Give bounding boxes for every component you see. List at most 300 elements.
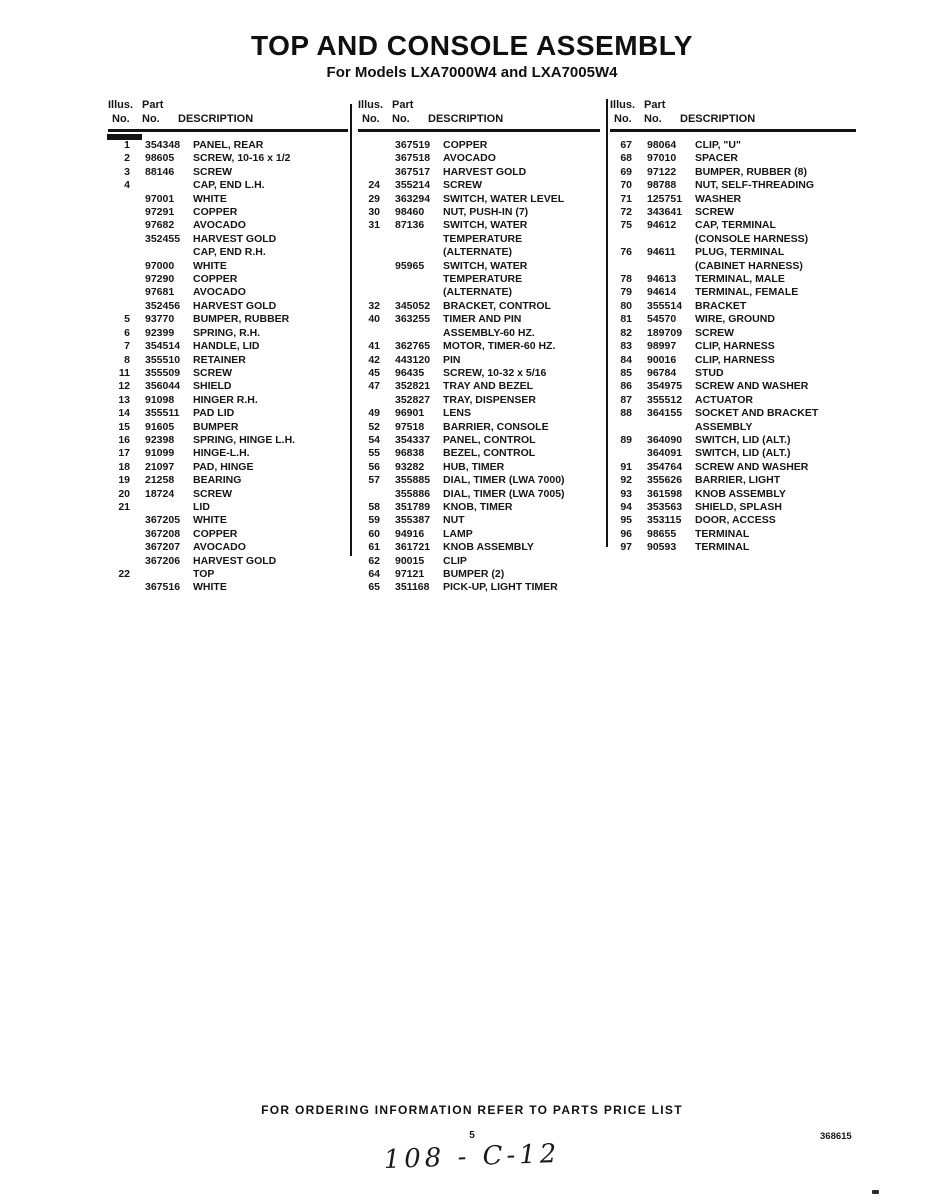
part-header-label: Part xyxy=(644,99,666,111)
illus-no: 59 xyxy=(368,514,380,527)
illus-no xyxy=(108,260,130,273)
page-number: 5 xyxy=(469,1130,475,1141)
table-row xyxy=(108,219,348,232)
description: CLIP, HARNESS xyxy=(695,340,775,353)
illus-no xyxy=(610,421,632,434)
column-divider-1 xyxy=(350,104,352,556)
description: NUT, PUSH-IN (7) xyxy=(443,206,529,219)
table-row xyxy=(610,434,856,447)
description: BRACKET xyxy=(695,299,747,312)
description: COPPER xyxy=(193,206,238,219)
part-no: 90015 xyxy=(395,554,425,567)
illus-no xyxy=(108,581,130,594)
table-row xyxy=(358,568,600,581)
illus-no xyxy=(358,152,380,165)
table-row xyxy=(610,541,856,554)
part-no-header: No. xyxy=(644,113,662,125)
description: SWITCH, WATER LEVEL xyxy=(443,192,565,205)
table-row xyxy=(108,421,348,434)
column-rows xyxy=(610,139,856,555)
table-row xyxy=(358,273,600,286)
description: LAMP xyxy=(443,527,473,540)
table-row xyxy=(108,260,348,273)
illus-no xyxy=(108,528,130,541)
illus-no xyxy=(108,193,130,206)
illus-no: 72 xyxy=(620,206,632,219)
description: BEARING xyxy=(193,474,242,487)
illus-no xyxy=(358,166,380,179)
part-no: 97122 xyxy=(647,165,677,178)
table-row xyxy=(610,286,856,299)
description: SWITCH, WATER xyxy=(443,259,528,272)
table-row xyxy=(610,488,856,501)
illus-no xyxy=(358,286,380,299)
table-row xyxy=(610,327,856,340)
description: WHITE xyxy=(193,192,227,205)
part-no xyxy=(647,421,695,434)
table-row xyxy=(358,139,600,152)
table-row xyxy=(610,313,856,326)
part-no: 355512 xyxy=(647,393,683,406)
part-no xyxy=(145,568,193,581)
illus-no: 84 xyxy=(620,353,632,366)
part-no: 361721 xyxy=(395,541,431,554)
description: SCREW xyxy=(695,206,735,219)
part-no: 353115 xyxy=(647,514,682,527)
illus-no: 29 xyxy=(368,192,380,205)
part-no: 98605 xyxy=(145,152,175,165)
description: MOTOR, TIMER-60 HZ. xyxy=(443,340,556,353)
part-no: 355885 xyxy=(395,474,431,487)
table-row xyxy=(358,246,600,259)
illus-no xyxy=(108,555,130,568)
table-row xyxy=(108,300,348,313)
illus-no: 83 xyxy=(620,340,632,353)
illus-no: 96 xyxy=(620,527,632,540)
table-row xyxy=(108,514,348,527)
description: AVOCADO xyxy=(193,219,246,232)
description: SWITCH, WATER xyxy=(443,219,528,232)
illus-no: 40 xyxy=(368,313,380,326)
part-no: 354764 xyxy=(647,460,683,473)
table-row xyxy=(358,260,600,273)
illus-no: 76 xyxy=(620,246,632,259)
table-row xyxy=(358,394,600,407)
description: HARVEST GOLD xyxy=(193,554,277,567)
description: RETAINER xyxy=(193,353,246,366)
table-row xyxy=(108,327,348,340)
table-row xyxy=(610,501,856,514)
table-row xyxy=(610,340,856,353)
table-row xyxy=(108,354,348,367)
illus-no: 11 xyxy=(118,366,130,379)
description: SCREW AND WASHER xyxy=(695,460,809,473)
part-no: 352455 xyxy=(145,232,181,245)
part-no: 364091 xyxy=(647,447,683,460)
part-no: 96901 xyxy=(395,407,425,420)
table-row xyxy=(108,139,348,152)
table-row xyxy=(358,340,600,353)
description: AVOCADO xyxy=(193,286,246,299)
part-no xyxy=(647,233,695,246)
illus-no-header: No. xyxy=(362,113,380,125)
description: HANDLE, LID xyxy=(193,340,260,353)
table-row xyxy=(108,528,348,541)
table-row xyxy=(108,434,348,447)
description: SWITCH, LID (ALT.) xyxy=(695,447,791,460)
part-no: 351168 xyxy=(395,581,430,594)
table-row xyxy=(358,354,600,367)
table-row xyxy=(108,568,348,581)
part-no: 367206 xyxy=(145,554,181,567)
illus-no: 20 xyxy=(118,487,130,500)
description: SCREW, 10-32 x 5/16 xyxy=(443,366,547,379)
illus-header-label: Illus. xyxy=(358,99,384,111)
part-no: 354348 xyxy=(145,139,181,151)
illus-no: 55 xyxy=(368,447,380,460)
table-row xyxy=(610,394,856,407)
table-row xyxy=(108,474,348,487)
description: CAP, TERMINAL xyxy=(695,219,776,232)
table-row xyxy=(108,488,348,501)
illus-header-label: Illus. xyxy=(610,99,636,111)
part-no: 97291 xyxy=(145,206,175,219)
illus-no: 91 xyxy=(620,460,632,473)
part-no: 92399 xyxy=(145,326,175,339)
description: CLIP, "U" xyxy=(695,139,741,151)
part-no: 351789 xyxy=(395,500,431,513)
table-row xyxy=(610,260,856,273)
column-header xyxy=(358,98,600,132)
page-subtitle: For Models LXA7000W4 and LXA7005W4 xyxy=(326,64,618,81)
description: PANEL, REAR xyxy=(193,139,264,151)
description: DOOR, ACCESS xyxy=(695,514,776,527)
part-no: 355510 xyxy=(145,353,181,366)
table-row xyxy=(610,407,856,420)
part-no xyxy=(145,179,193,192)
table-row xyxy=(108,206,348,219)
description: CAP, END R.H. xyxy=(193,246,266,259)
part-no: 367208 xyxy=(145,527,181,540)
illus-no: 4 xyxy=(124,179,130,192)
part-no: 125751 xyxy=(647,192,683,205)
table-row xyxy=(610,380,856,393)
illus-no: 41 xyxy=(368,340,380,353)
table-row xyxy=(358,367,600,380)
description: SCREW, 10-16 x 1/2 xyxy=(193,152,291,165)
table-row xyxy=(108,233,348,246)
table-row xyxy=(358,541,600,554)
part-no: 21258 xyxy=(145,474,175,487)
part-no: 367518 xyxy=(395,152,431,165)
table-row xyxy=(610,354,856,367)
part-no-header: No. xyxy=(142,113,160,125)
illus-no xyxy=(358,394,380,407)
table-row xyxy=(358,179,600,192)
part-no: 97000 xyxy=(145,259,175,272)
table-row xyxy=(358,528,600,541)
part-no xyxy=(395,286,443,299)
description: SCREW xyxy=(443,179,483,192)
illus-no: 18 xyxy=(118,460,130,473)
description: TERMINAL xyxy=(695,541,750,554)
part-no xyxy=(395,273,443,286)
description: SOCKET AND BRACKET xyxy=(695,407,819,420)
table-row xyxy=(358,407,600,420)
description: SPRING, R.H. xyxy=(193,326,261,339)
description: (CONSOLE HARNESS) xyxy=(695,232,809,245)
description: CLIP, HARNESS xyxy=(695,353,775,366)
description: WHITE xyxy=(193,581,227,594)
description: PICK-UP, LIGHT TIMER xyxy=(443,581,558,594)
part-no: 96784 xyxy=(647,366,677,379)
table-row xyxy=(610,233,856,246)
table-row xyxy=(610,246,856,259)
table-row xyxy=(358,501,600,514)
part-no: 356044 xyxy=(145,380,181,393)
description: SCREW xyxy=(695,326,735,339)
illus-no: 86 xyxy=(620,380,632,393)
illus-no: 62 xyxy=(368,554,380,567)
illus-no: 6 xyxy=(124,326,130,339)
description: CAP, END L.H. xyxy=(193,179,265,192)
description: SPACER xyxy=(695,152,738,165)
description: BUMPER xyxy=(193,420,239,433)
table-row xyxy=(108,541,348,554)
illus-no: 87 xyxy=(620,393,632,406)
part-no: 96435 xyxy=(395,366,425,379)
description: (CABINET HARNESS) xyxy=(695,259,803,272)
description: LID xyxy=(193,500,210,513)
part-no: 98788 xyxy=(647,179,677,192)
description: TEMPERATURE xyxy=(443,273,523,286)
description: AVOCADO xyxy=(193,541,246,554)
table-row xyxy=(610,139,856,152)
part-no: 354975 xyxy=(647,380,683,393)
description: SPRING, HINGE L.H. xyxy=(193,433,296,446)
table-row xyxy=(610,461,856,474)
description: AVOCADO xyxy=(443,152,496,165)
description: BEZEL, CONTROL xyxy=(443,447,536,460)
illus-no: 85 xyxy=(620,366,632,379)
page-title: TOP AND CONSOLE ASSEMBLY xyxy=(251,30,693,61)
table-row xyxy=(108,179,348,192)
description: DIAL, TIMER (LWA 7000) xyxy=(443,474,565,487)
illus-no xyxy=(358,273,380,286)
part-no: 93770 xyxy=(145,313,175,326)
illus-no: 67 xyxy=(620,139,632,151)
illus-no: 92 xyxy=(620,474,632,487)
parts-table-column-3 xyxy=(610,98,856,555)
description: NUT, SELF-THREADING xyxy=(695,179,814,192)
illus-no xyxy=(108,219,130,232)
description: NUT xyxy=(443,514,465,527)
illus-no: 65 xyxy=(368,581,380,594)
part-no: 363294 xyxy=(395,192,431,205)
illus-no: 52 xyxy=(368,420,380,433)
part-no xyxy=(145,501,193,514)
part-no: 345052 xyxy=(395,299,431,312)
part-no: 355886 xyxy=(395,487,431,500)
illus-header-label: Illus. xyxy=(108,99,134,111)
table-row xyxy=(108,461,348,474)
illus-no: 21 xyxy=(118,500,130,513)
table-row xyxy=(108,313,348,326)
table-row xyxy=(358,233,600,246)
illus-no: 16 xyxy=(118,433,130,446)
description: SHIELD xyxy=(193,380,232,393)
description: WHITE xyxy=(193,259,227,272)
table-row xyxy=(108,380,348,393)
part-no xyxy=(395,327,443,340)
part-no: 363255 xyxy=(395,313,431,326)
part-no: 367207 xyxy=(145,541,181,554)
description: HUB, TIMER xyxy=(443,460,505,473)
table-row xyxy=(358,434,600,447)
illus-no: 17 xyxy=(118,447,130,460)
illus-no xyxy=(358,327,380,340)
illus-no xyxy=(358,488,380,501)
part-header-label: Part xyxy=(392,99,414,111)
illus-no xyxy=(108,541,130,554)
description: COPPER xyxy=(443,139,488,151)
part-no: 91098 xyxy=(145,393,175,406)
description: TERMINAL, FEMALE xyxy=(695,286,799,299)
illus-no: 19 xyxy=(118,474,130,487)
description: BUMPER (2) xyxy=(443,568,505,580)
ink-speck xyxy=(872,1190,879,1194)
table-row xyxy=(610,152,856,165)
description: WASHER xyxy=(695,192,742,205)
table-row xyxy=(358,286,600,299)
table-row xyxy=(358,474,600,487)
description: DIAL, TIMER (LWA 7005) xyxy=(443,487,565,500)
part-no: 91099 xyxy=(145,447,175,460)
illus-no: 32 xyxy=(368,299,380,312)
part-no: 355511 xyxy=(145,407,180,420)
illus-no: 75 xyxy=(620,219,632,232)
part-no: 90016 xyxy=(647,353,677,366)
table-row xyxy=(108,166,348,179)
table-row xyxy=(358,555,600,568)
illus-no xyxy=(358,246,380,259)
table-row xyxy=(358,421,600,434)
part-no: 355509 xyxy=(145,366,181,379)
description: TRAY AND BEZEL xyxy=(443,380,534,393)
description: SCREW xyxy=(193,366,233,379)
table-row xyxy=(358,300,600,313)
illus-no: 93 xyxy=(620,487,632,500)
table-row xyxy=(108,447,348,460)
description: SCREW AND WASHER xyxy=(695,380,809,393)
illus-no: 68 xyxy=(620,152,632,165)
part-no xyxy=(145,246,193,259)
illus-no xyxy=(358,260,380,273)
illus-no: 89 xyxy=(620,433,632,446)
table-row xyxy=(358,447,600,460)
description: ACTUATOR xyxy=(695,393,753,406)
description: SCREW xyxy=(193,165,233,178)
illus-no: 57 xyxy=(368,474,380,487)
description: BARRIER, LIGHT xyxy=(695,474,781,487)
illus-no xyxy=(108,233,130,246)
document-number: 368615 xyxy=(820,1131,852,1142)
table-row xyxy=(610,273,856,286)
table-row xyxy=(358,488,600,501)
description: KNOB, TIMER xyxy=(443,500,513,513)
illus-no: 79 xyxy=(620,286,632,299)
part-no: 355214 xyxy=(395,179,431,192)
part-no: 94613 xyxy=(647,273,677,286)
part-no: 97518 xyxy=(395,420,425,433)
part-no: 364090 xyxy=(647,433,683,446)
part-no: 98460 xyxy=(395,206,425,219)
table-row xyxy=(108,246,348,259)
part-no xyxy=(395,246,443,259)
illus-no xyxy=(610,447,632,460)
illus-no: 2 xyxy=(124,152,130,165)
illus-no xyxy=(108,206,130,219)
part-header-label: Part xyxy=(142,99,164,111)
description: TEMPERATURE xyxy=(443,232,523,245)
table-row xyxy=(358,193,600,206)
column-rows xyxy=(358,139,600,595)
table-row xyxy=(358,327,600,340)
part-no: 97010 xyxy=(647,152,677,165)
illus-no: 60 xyxy=(368,527,380,540)
table-row xyxy=(610,166,856,179)
description: KNOB ASSEMBLY xyxy=(443,541,534,554)
part-no: 189709 xyxy=(647,326,683,339)
illus-no: 14 xyxy=(118,407,130,420)
table-row xyxy=(358,166,600,179)
description: (ALTERNATE) xyxy=(443,246,513,259)
illus-no xyxy=(610,260,632,273)
part-no: 96838 xyxy=(395,447,425,460)
part-no: 364155 xyxy=(647,407,683,420)
illus-no: 31 xyxy=(368,219,380,232)
table-row xyxy=(610,367,856,380)
description: BARRIER, CONSOLE xyxy=(443,420,549,433)
description: LENS xyxy=(443,407,472,420)
illus-no xyxy=(610,233,632,246)
description: SCREW xyxy=(193,487,233,500)
table-row xyxy=(358,313,600,326)
part-no: 343641 xyxy=(647,206,683,219)
illus-no: 47 xyxy=(368,380,380,393)
part-no: 93282 xyxy=(395,460,425,473)
part-no: 97682 xyxy=(145,219,175,232)
table-row xyxy=(108,152,348,165)
illus-no: 7 xyxy=(124,340,130,353)
illus-no: 5 xyxy=(124,313,130,326)
illus-no: 24 xyxy=(368,179,380,192)
description: PIN xyxy=(443,353,461,366)
description: CLIP xyxy=(443,554,467,567)
description-header: DESCRIPTION xyxy=(680,113,756,125)
parts-table-column-1 xyxy=(108,98,348,595)
description-header: DESCRIPTION xyxy=(178,113,254,125)
handwritten-note: 108 - C-12 xyxy=(383,1138,561,1176)
table-row xyxy=(610,193,856,206)
part-no: 352456 xyxy=(145,299,181,312)
description: ASSEMBLY xyxy=(695,420,753,433)
illus-no: 12 xyxy=(118,380,130,393)
illus-no: 61 xyxy=(368,541,380,554)
table-row xyxy=(108,581,348,594)
table-row xyxy=(610,514,856,527)
illus-no: 3 xyxy=(124,165,130,178)
